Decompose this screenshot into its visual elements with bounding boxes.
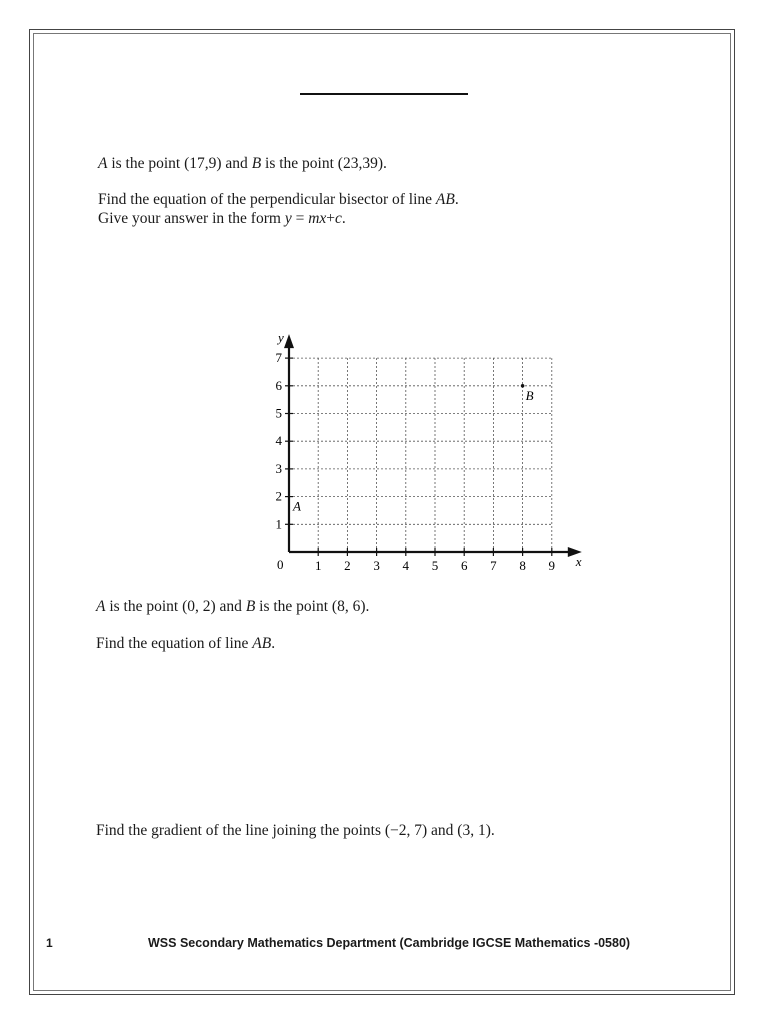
y-tick-label: 5 (275, 405, 282, 421)
q1-instruction (98, 191, 459, 209)
q2-point-a-text: is the point (0, 2) and (105, 598, 246, 615)
x-tick-label: 3 (373, 558, 380, 573)
coordinate-grid-diagram (265, 318, 595, 578)
x-tick-label: 4 (402, 558, 410, 573)
footer-department-text: WSS Secondary Mathematics Department (Cambridge IGCSE Mathematics -0580) (148, 936, 631, 950)
q2-line-name: AB (252, 635, 272, 652)
q2-point-b-text: is the point (8, 6). (255, 598, 370, 615)
q1-form-mx: mx (308, 210, 327, 227)
q2-instruction-text: Find the equation of line (96, 635, 253, 652)
q1-answer-form (98, 210, 346, 228)
point-a-label: A (293, 498, 301, 514)
q2-point-b-label: B (245, 598, 256, 615)
q1-instruction-end: . (454, 191, 459, 208)
name-answer-line (300, 93, 468, 95)
y-tick-label: 7 (275, 350, 282, 366)
x-tick-label: 2 (344, 558, 351, 573)
x-tick-label: 8 (519, 558, 526, 573)
y-tick-label: 3 (275, 460, 282, 476)
y-axis-arrowhead (284, 334, 294, 348)
q1-point-a-label: A (98, 155, 108, 172)
q1-point-b-text: is the point (23,39). (261, 155, 387, 172)
q1-line-name: AB (435, 191, 455, 208)
y-tick-label: 6 (275, 377, 282, 393)
x-tick-label: 5 (431, 558, 439, 573)
point-b-label: B (525, 387, 534, 403)
q1-point-a-text: is the point (17,9) and (107, 155, 252, 172)
x-tick-label: 9 (548, 558, 556, 573)
x-tick-label: 7 (490, 558, 497, 573)
x-tick-labels (315, 558, 555, 573)
y-tick-labels (276, 350, 283, 531)
q2-instruction (96, 635, 275, 653)
axes (284, 334, 582, 557)
tick-marks (285, 358, 552, 556)
q2-statement (96, 598, 369, 616)
q1-form-plus: + (326, 210, 336, 227)
q3-instruction: Find the gradient of the line joining the points (−2, 7) and (3, 1). (96, 822, 495, 839)
q1-instruction-text: Find the equation of the perpendicular bisector of line (98, 191, 436, 208)
point-b-marker (521, 384, 525, 388)
q1-statement (98, 155, 387, 173)
y-tick-label: 4 (275, 433, 282, 449)
origin-label: 0 (277, 557, 284, 572)
q1-form-eq: = (291, 210, 309, 227)
x-axis-label: x (575, 554, 582, 569)
q1-point-b-label: B (251, 155, 262, 172)
y-tick-label: 2 (275, 488, 282, 504)
y-tick-label: 1 (275, 516, 282, 532)
grid-lines (289, 358, 552, 552)
y-axis-label: y (278, 330, 284, 346)
page-number: 1 (46, 936, 53, 950)
q1-form-end: . (341, 210, 346, 227)
q2-instruction-end: . (271, 635, 276, 652)
q2-point-a-label: A (96, 598, 106, 615)
q1-form-y: y (284, 210, 292, 227)
q1-form-c: c (335, 210, 342, 227)
x-tick-label: 6 (460, 558, 468, 573)
q1-form-text: Give your answer in the form (98, 210, 285, 227)
x-tick-label: 1 (314, 558, 322, 573)
